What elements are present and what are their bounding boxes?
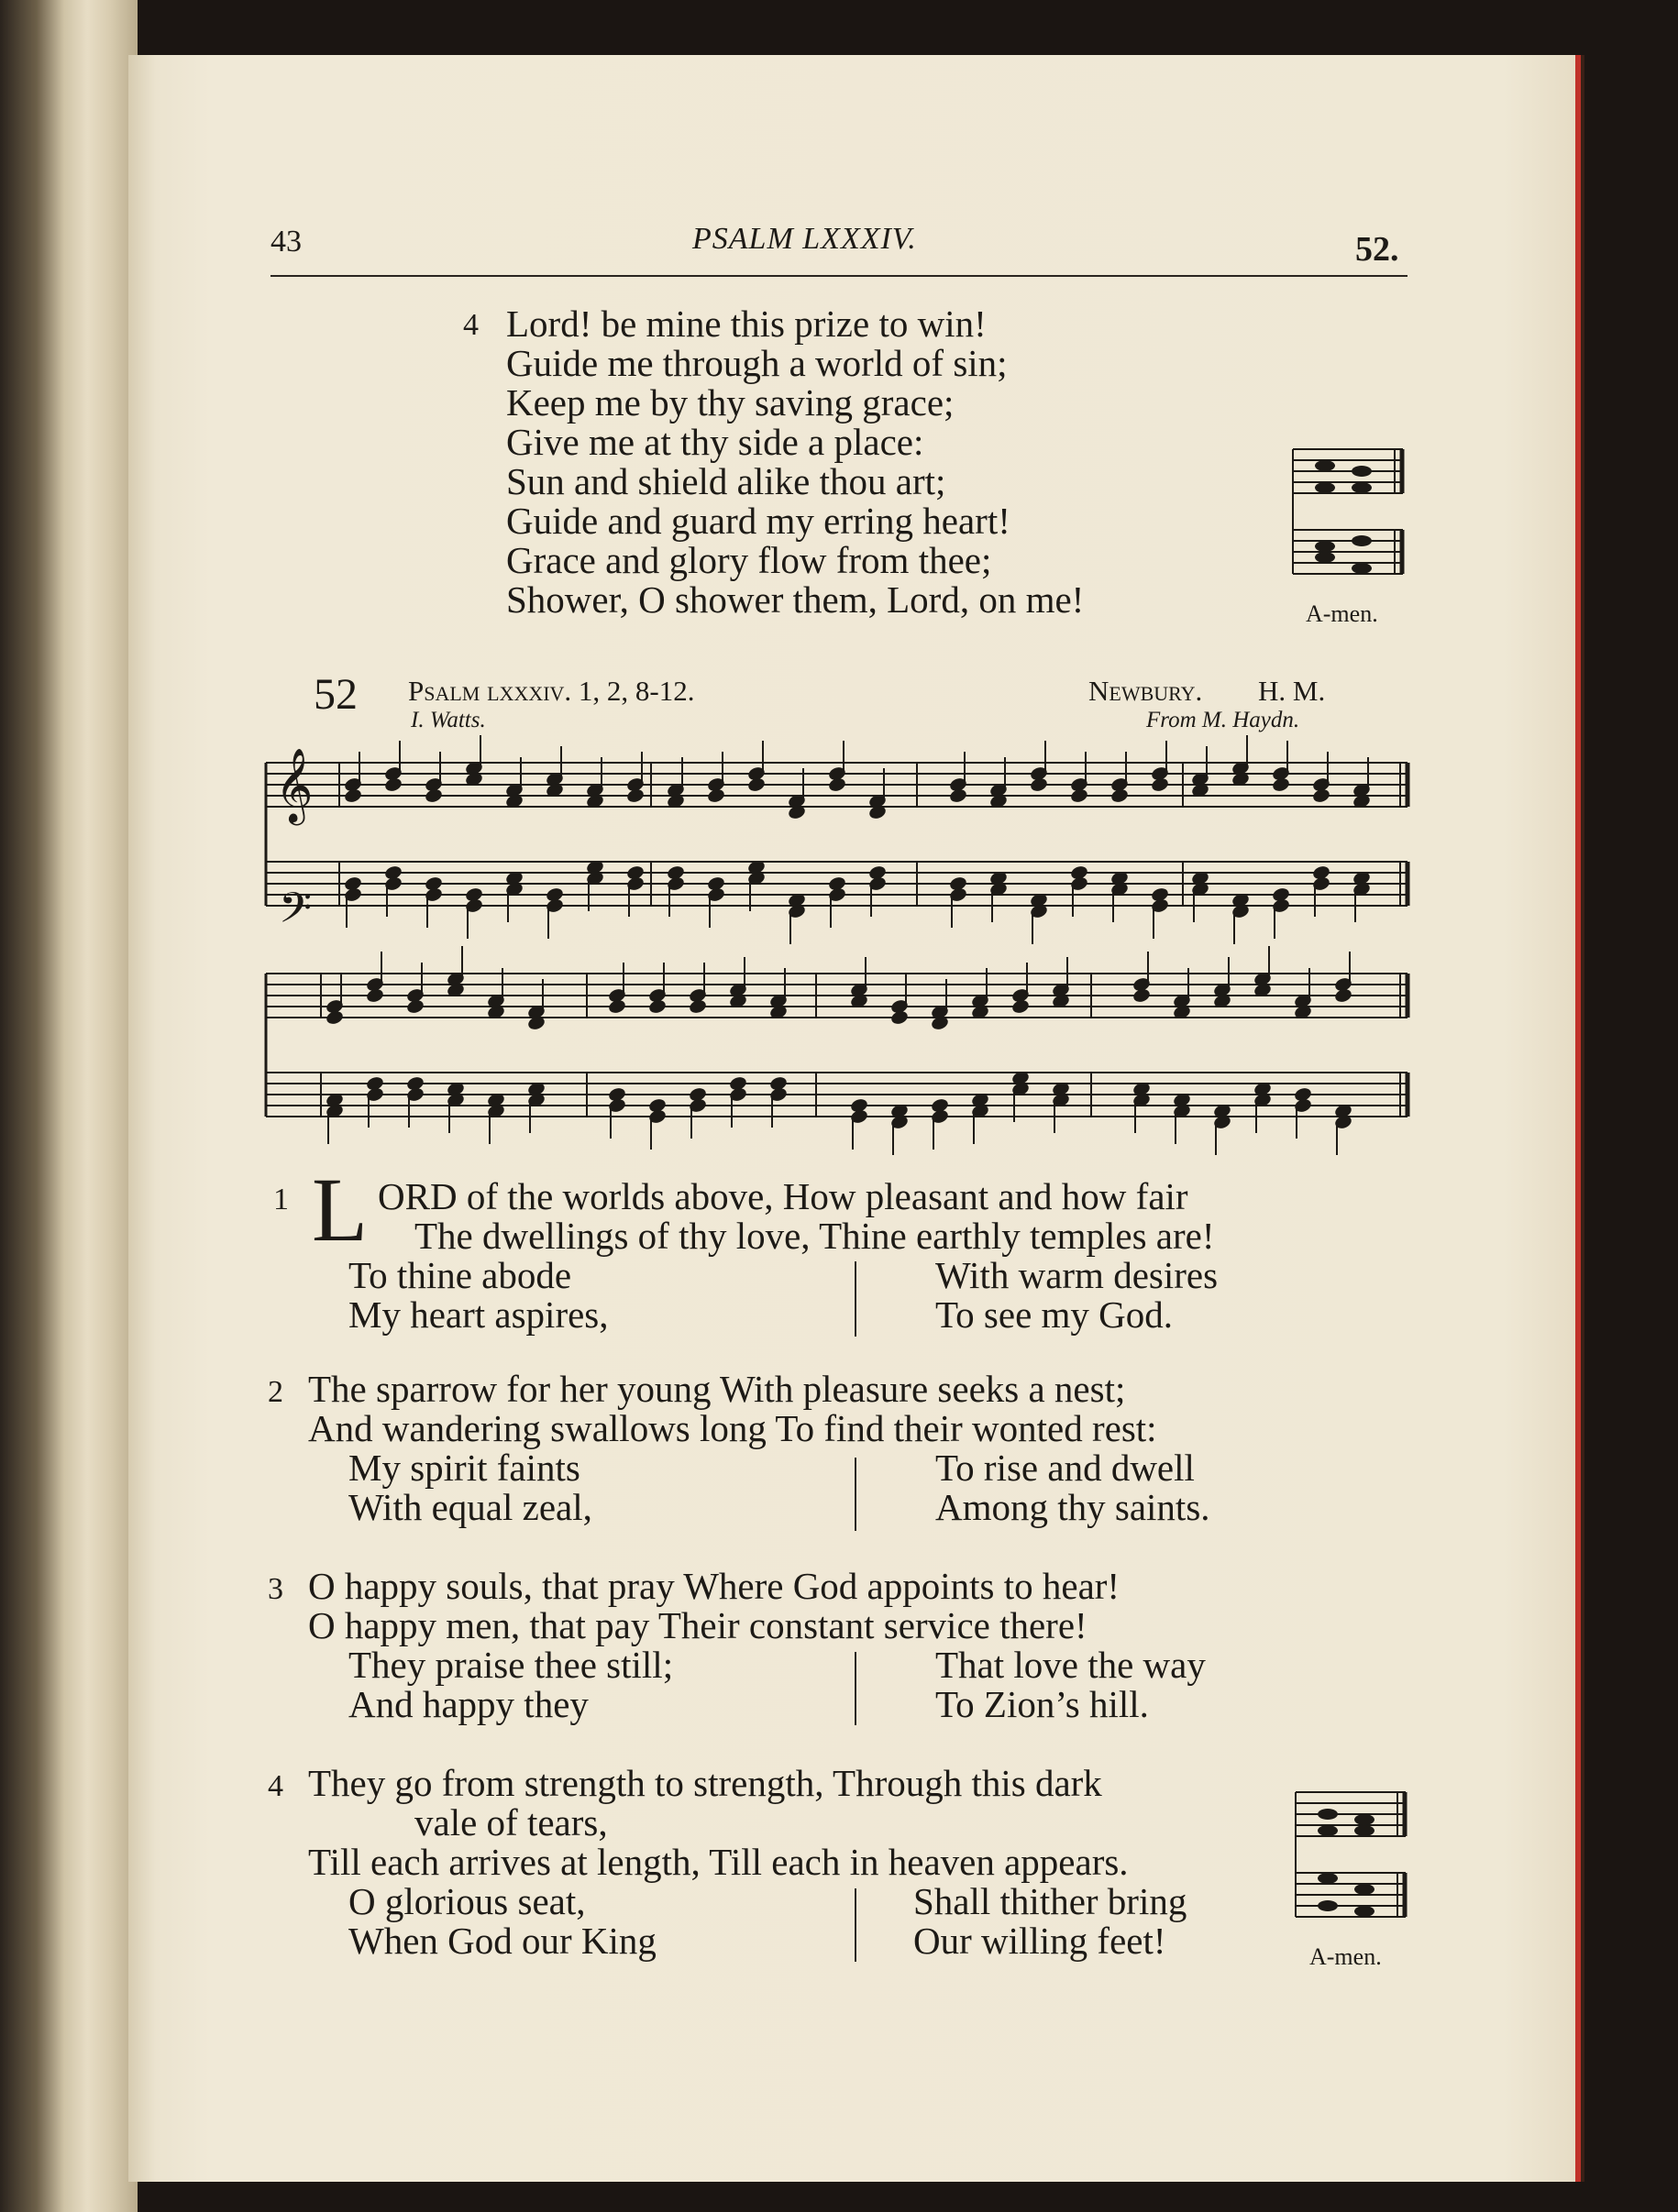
header-rule	[270, 275, 1408, 277]
amen-notation-bottom	[1291, 1774, 1410, 1939]
hymn-number: 52	[314, 670, 358, 719]
verse-3-right-2: To Zion’s hill.	[935, 1683, 1149, 1725]
verse-4-line-1b: vale of tears,	[414, 1801, 608, 1843]
verse-3-divider	[855, 1652, 856, 1725]
verse-2-divider	[855, 1458, 856, 1531]
amen-notation-top	[1288, 431, 1408, 596]
amen-label-top: A-men.	[1306, 600, 1378, 627]
verse-4-left-1: O glorious seat,	[348, 1880, 586, 1922]
verse-1-drop-cap: L	[312, 1159, 369, 1260]
verse-3-line-1: O happy souls, that pray Where God appoints to hear!	[308, 1565, 1121, 1607]
verse-4-left-2: When God our King	[348, 1920, 657, 1962]
prev-line-8: Shower, O shower them, Lord, on me!	[506, 578, 1085, 621]
verse-3-left-1: They praise thee still;	[348, 1644, 674, 1686]
verse-1-right-1: With warm desires	[935, 1254, 1219, 1296]
verse-3-left-2: And happy they	[348, 1683, 589, 1725]
verse-1-left-1: To thine abode	[348, 1254, 572, 1296]
tune-name: Newbury.	[1088, 675, 1203, 707]
running-title: PSALM LXXXIV.	[692, 222, 917, 256]
page-number: 43	[270, 225, 302, 259]
left-page-edge	[0, 0, 138, 2212]
header-hymn-number: 52.	[1355, 230, 1399, 269]
svg-text:𝄞: 𝄞	[275, 747, 314, 822]
verse-2-line-2: And wandering swallows long To find their wonted rest:	[308, 1407, 1157, 1449]
verse-2-left-1: My spirit faints	[348, 1447, 580, 1489]
prev-line-5: Sun and shield alike thou art;	[506, 460, 946, 502]
verse-4-number: 4	[268, 1769, 283, 1803]
prev-line-7: Grace and glory flow from thee;	[506, 539, 992, 581]
prev-line-2: Guide me through a world of sin;	[506, 342, 1008, 384]
prev-line-4: Give me at thy side a place:	[506, 421, 924, 463]
verse-4-right-2: Our willing feet!	[913, 1920, 1166, 1962]
svg-text:𝄢: 𝄢	[279, 884, 313, 943]
verse-2-right-2: Among thy saints.	[935, 1486, 1210, 1528]
verse-1-number: 1	[273, 1183, 289, 1216]
composer: From M. Haydn.	[1146, 708, 1300, 732]
verse-2-right-1: To rise and dwell	[935, 1447, 1195, 1489]
verse-4-line-1: They go from strength to strength, Through this dark	[308, 1762, 1102, 1804]
verse-3-line-2: O happy men, that pay Their constant service there!	[308, 1604, 1087, 1646]
verse-2-left-2: With equal zeal,	[348, 1486, 592, 1528]
author: I. Watts.	[411, 708, 486, 732]
prev-line-3: Keep me by thy saving grace;	[506, 381, 955, 424]
verse-1-line-1: ORD of the worlds above, How pleasant and how fair	[378, 1175, 1188, 1217]
verse-1-right-2: To see my God.	[935, 1293, 1174, 1336]
verse-4-line-2: Till each arrives at length, Till each in heaven appears.	[308, 1841, 1129, 1883]
verse-3-number: 3	[268, 1572, 283, 1606]
prev-line-1: Lord! be mine this prize to win!	[506, 303, 987, 345]
meter: H. M.	[1258, 675, 1326, 707]
verse-3-right-1: That love the way	[935, 1644, 1206, 1686]
prev-verse-number: 4	[463, 308, 479, 342]
verse-1-line-2: The dwellings of thy love, Thine earthly temples are!	[414, 1215, 1215, 1257]
verse-1-divider	[855, 1261, 856, 1337]
music-score	[266, 733, 1412, 1155]
prev-line-6: Guide and guard my erring heart!	[506, 500, 1010, 542]
verse-2-number: 2	[268, 1375, 283, 1409]
psalm-reference: Psalm lxxxiv. 1, 2, 8-12.	[408, 675, 695, 707]
verse-1-left-2: My heart aspires,	[348, 1293, 609, 1336]
verse-4-right-1: Shall thither bring	[913, 1880, 1187, 1922]
verse-4-divider	[855, 1888, 856, 1962]
amen-label-bottom: A-men.	[1309, 1943, 1382, 1970]
verse-2-line-1: The sparrow for her young With pleasure seeks a nest;	[308, 1368, 1126, 1410]
